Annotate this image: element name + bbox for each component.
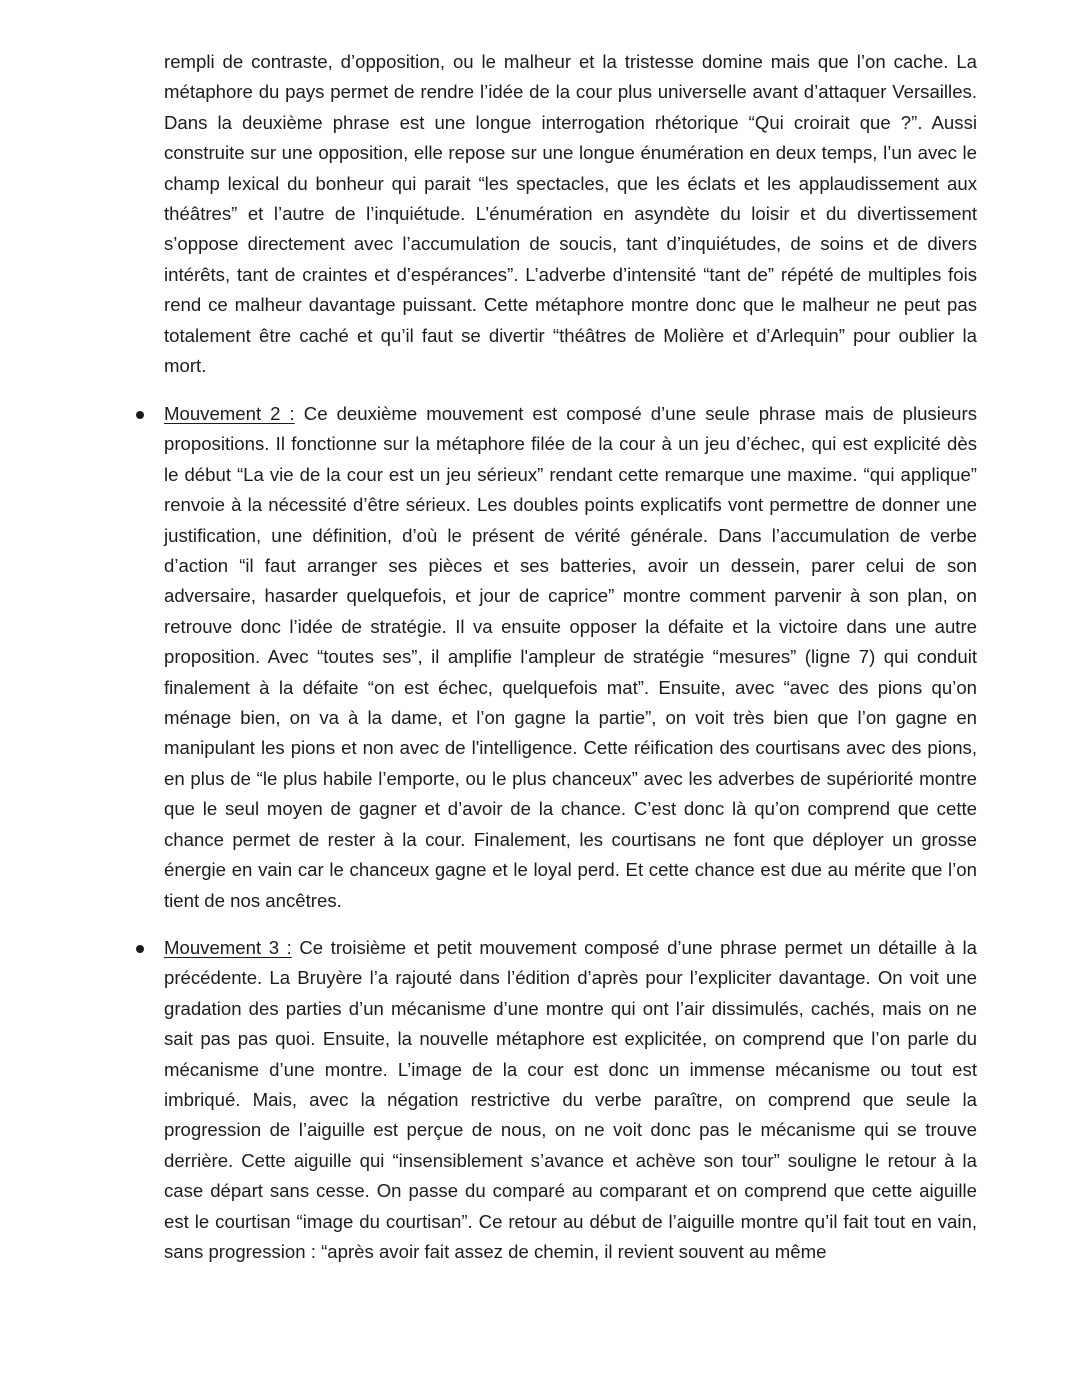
paragraph-intro [164,47,977,381]
mouvement-3-item [164,933,977,1267]
mouvement-2-heading: Mouvement 2 : [164,403,295,424]
bullet-icon [136,945,144,953]
mouvement-3-text: Ce troisième et petit mouvement composé d’une phrase permet un détaille à la précédente. La Bruyère l’a rajouté dans l’édition d’après pour l’expliciter davantage. On voit une gradation des parties d’un mécanisme d’une montre qui ont l’air dissimulés, cachés, mais on ne sait pas pas quoi. Ensuite, la nouvelle métaphore est explicitée, on comprend que l’on parle du mécanisme d’une montre. L’image de la cour est donc un immense mécanisme ou tout est imbriqué. Mais, avec la négation restrictive du verbe paraître, on comprend que seule la progression de l’aiguille est perçue de nous, on ne voit donc pas le mécanisme qui se trouve derrière. Cette aiguille qui “insensiblement s’avance et achève son tour” souligne le retour à la case départ sans cesse. On passe du comparé au comparant et on comprend que cette aiguille est le courtisan “image du courtisan”. Ce retour au début de l’aiguille montre qu’il fait tout en vain, sans progression : “après avoir fait assez de chemin, il revient souvent au même [164,937,978,1263]
mouvement-3-heading: Mouvement 3 : [164,937,292,958]
paragraph-intro-text: rempli de contraste, d’opposition, ou le malheur et la tristesse domine mais que l’on cache. La métaphore du pays permet de rendre l’idée de la cour plus universelle avant d’attaquer Versailles. Dans la deuxième phrase est une longue interrogation rhétorique “Qui croirait que ?”. Aussi construite sur une opposition, elle repose sur une longue énumération en deux temps, l’un avec le champ lexical du bonheur qui parait “les spectacles, que les éclats et les applaudissement aux théâtres” et l’autre de l’inquiétude. L’énumération en asyndète du loisir et du divertissement s’oppose directement avec l’accumulation de soucis, tant d’inquiétudes, de soins et de divers intérêts, tant de craintes et d’espérances”. L’adverbe d’intensité “tant de” répété de multiples fois rend ce malheur davantage puissant. Cette métaphore montre donc que le malheur ne peut pas totalement être caché et qu’il faut se divertir “théâtres de Molière et d’Arlequin” pour oublier la mort. [164,51,977,377]
bullet-icon [136,411,144,419]
mouvement-2-item [164,399,977,916]
mouvement-2-text: Ce deuxième mouvement est composé d’une seule phrase mais de plusieurs propositions. Il fonctionne sur la métaphore filée de la cour à un jeu d’échec, qui est explicité dès le début “La vie de la cour est un jeu sérieux” rendant cette remarque une maxime. “qui applique” renvoie à la nécessité d’être sérieux. Les doubles points explicatifs vont permettre de donner une justification, une définition, d’où le présent de vérité générale. Dans l’accumulation de verbe d’action “il faut arranger ses pièces et ses batteries, avoir un dessein, parer celui de son adversaire, hasarder quelquefois, et jour de caprice” montre comment parvenir à son plan, on retrouve donc l’idée de stratégie. Il va ensuite opposer la défaite et la victoire dans une autre proposition. Avec “toutes ses”, il amplifie l'ampleur de stratégie “mesures” (ligne 7) qui conduit finalement à la défaite “on est échec, quelquefois mat”. Ensuite, avec “avec des pions qu’on ménage bien, on va à la dame, et l’on gagne la partie”, on voit très bien que l’on gagne en manipulant les pions et non avec de l'intelligence. Cette réification des courtisans avec des pions, en plus de “le plus habile l’emporte, ou le plus chanceux” avec les adverbes de supériorité montre que le seul moyen de gagner et d’avoir de la chance. C’est donc là qu’on comprend que cette chance permet de rester à la cour. Finalement, les courtisans ne font que déployer un grosse énergie en vain car le chanceux gagne et le loyal perd. Et cette chance est due au mérite que l’on tient de nos ancêtres. [164,403,978,911]
